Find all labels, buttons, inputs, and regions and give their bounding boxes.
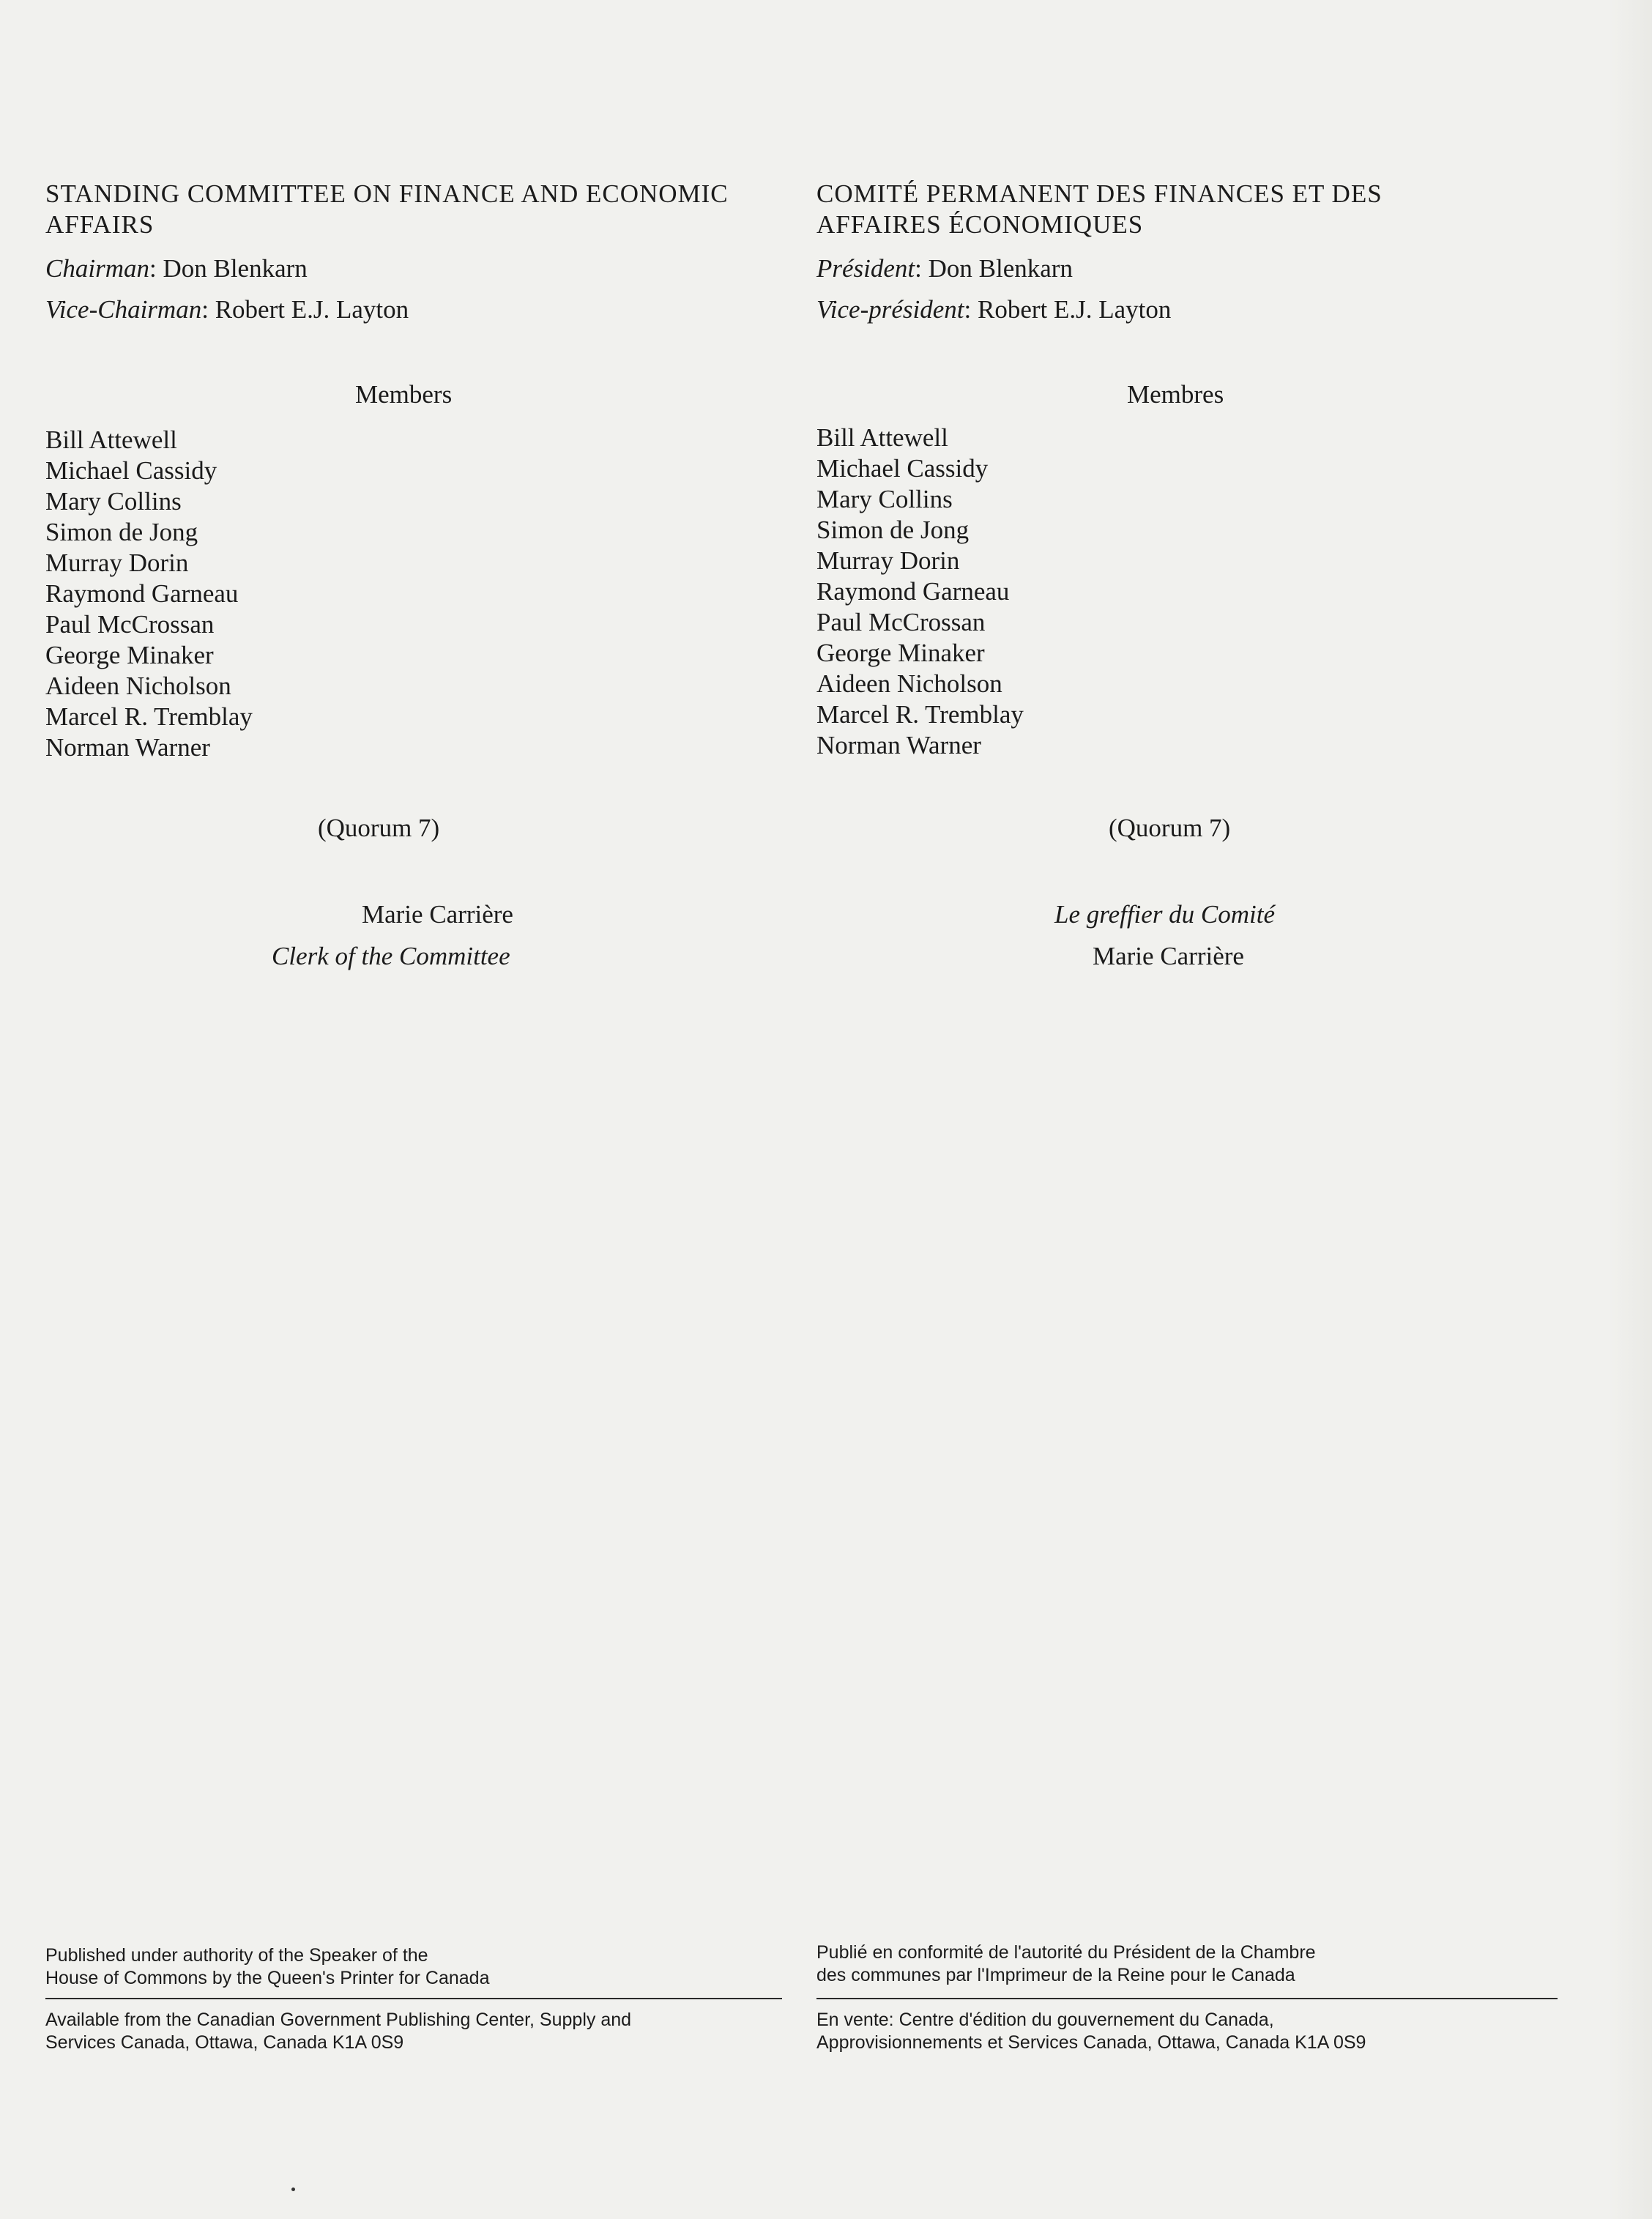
list-item: Murray Dorin	[816, 546, 960, 575]
list-item: Michael Cassidy	[816, 454, 989, 483]
clerk-title: Clerk of the Committee	[272, 942, 510, 970]
vice-chairman-line	[816, 294, 1171, 325]
label-colon: :	[915, 254, 929, 283]
list-item: George Minaker	[816, 639, 985, 667]
list-item: Raymond Garneau	[45, 579, 239, 608]
list-item: Paul McCrossan	[816, 608, 986, 636]
availability-line: Services Canada, Ottawa, Canada K1A 0S9	[45, 2032, 404, 2053]
label-colon: :	[201, 295, 215, 324]
clerk-name: Marie Carrière	[362, 900, 513, 929]
paper-shade	[1608, 0, 1652, 2219]
speck-mark	[291, 2188, 295, 2191]
divider	[45, 1998, 782, 1999]
vice-chairman-line	[45, 294, 409, 325]
publication-authority-line: Publié en conformité de l'autorité du Président de la Chambre	[816, 1942, 1316, 1963]
publication-authority-line: des communes par l'Imprimeur de la Reine pour le Canada	[816, 1965, 1295, 1985]
publication-authority	[816, 1941, 1563, 1987]
chairman-name: Don Blenkarn	[163, 254, 308, 283]
availability-notice	[45, 2009, 792, 2054]
list-item: Norman Warner	[45, 733, 210, 762]
publication-authority	[45, 1944, 792, 1990]
chairman-line	[45, 253, 308, 284]
list-item: Bill Attewell	[45, 425, 177, 454]
member-list	[816, 423, 1024, 761]
divider	[816, 1998, 1558, 1999]
clerk-title: Le greffier du Comité	[1054, 900, 1276, 929]
availability-line: Available from the Canadian Government Publishing Center, Supply and	[45, 2010, 632, 2030]
list-item: Simon de Jong	[45, 518, 198, 546]
vice-chairman-name: Robert E.J. Layton	[977, 295, 1172, 324]
label-colon: :	[964, 295, 978, 324]
committee-title: COMITÉ PERMANENT DES FINANCES ET DES AFFAIRES ÉCONOMIQUES	[816, 179, 1383, 239]
publication-authority-line: Published under authority of the Speaker of the	[45, 1945, 428, 1966]
chairman-line	[816, 253, 1073, 284]
list-item: Murray Dorin	[45, 549, 189, 577]
vice-chairman-label: Vice-Chairman	[45, 295, 202, 324]
list-item: Bill Attewell	[816, 423, 948, 452]
list-item: Marcel R. Tremblay	[45, 702, 253, 731]
list-item: Aideen Nicholson	[45, 672, 231, 700]
members-heading: Members	[355, 380, 453, 409]
list-item: Mary Collins	[45, 487, 182, 516]
availability-notice	[816, 2009, 1563, 2054]
members-heading: Membres	[1127, 380, 1224, 409]
clerk-name: Marie Carrière	[1093, 942, 1244, 970]
list-item: Paul McCrossan	[45, 610, 215, 639]
list-item: Raymond Garneau	[816, 577, 1010, 606]
list-item: Michael Cassidy	[45, 456, 217, 485]
quorum: (Quorum 7)	[318, 814, 440, 842]
committee-title: STANDING COMMITTEE ON FINANCE AND ECONOMIC AFFAIRS	[45, 179, 729, 239]
chairman-label: Chairman	[45, 254, 149, 283]
quorum: (Quorum 7)	[1109, 814, 1231, 842]
label-colon: :	[149, 254, 163, 283]
list-item: George Minaker	[45, 641, 214, 669]
list-item: Norman Warner	[816, 731, 981, 759]
chairman-name: Don Blenkarn	[928, 254, 1073, 283]
member-list	[45, 425, 253, 763]
chairman-label: Président	[816, 254, 915, 283]
vice-chairman-label: Vice-président	[816, 295, 964, 324]
list-item: Aideen Nicholson	[816, 669, 1002, 698]
availability-line: Approvisionnements et Services Canada, Ottawa, Canada K1A 0S9	[816, 2032, 1366, 2053]
availability-line: En vente: Centre d'édition du gouvernement du Canada,	[816, 2010, 1274, 2030]
list-item: Mary Collins	[816, 485, 953, 513]
publication-authority-line: House of Commons by the Queen's Printer for Canada	[45, 1968, 490, 1988]
vice-chairman-name: Robert E.J. Layton	[215, 295, 409, 324]
list-item: Marcel R. Tremblay	[816, 700, 1024, 729]
list-item: Simon de Jong	[816, 516, 970, 544]
